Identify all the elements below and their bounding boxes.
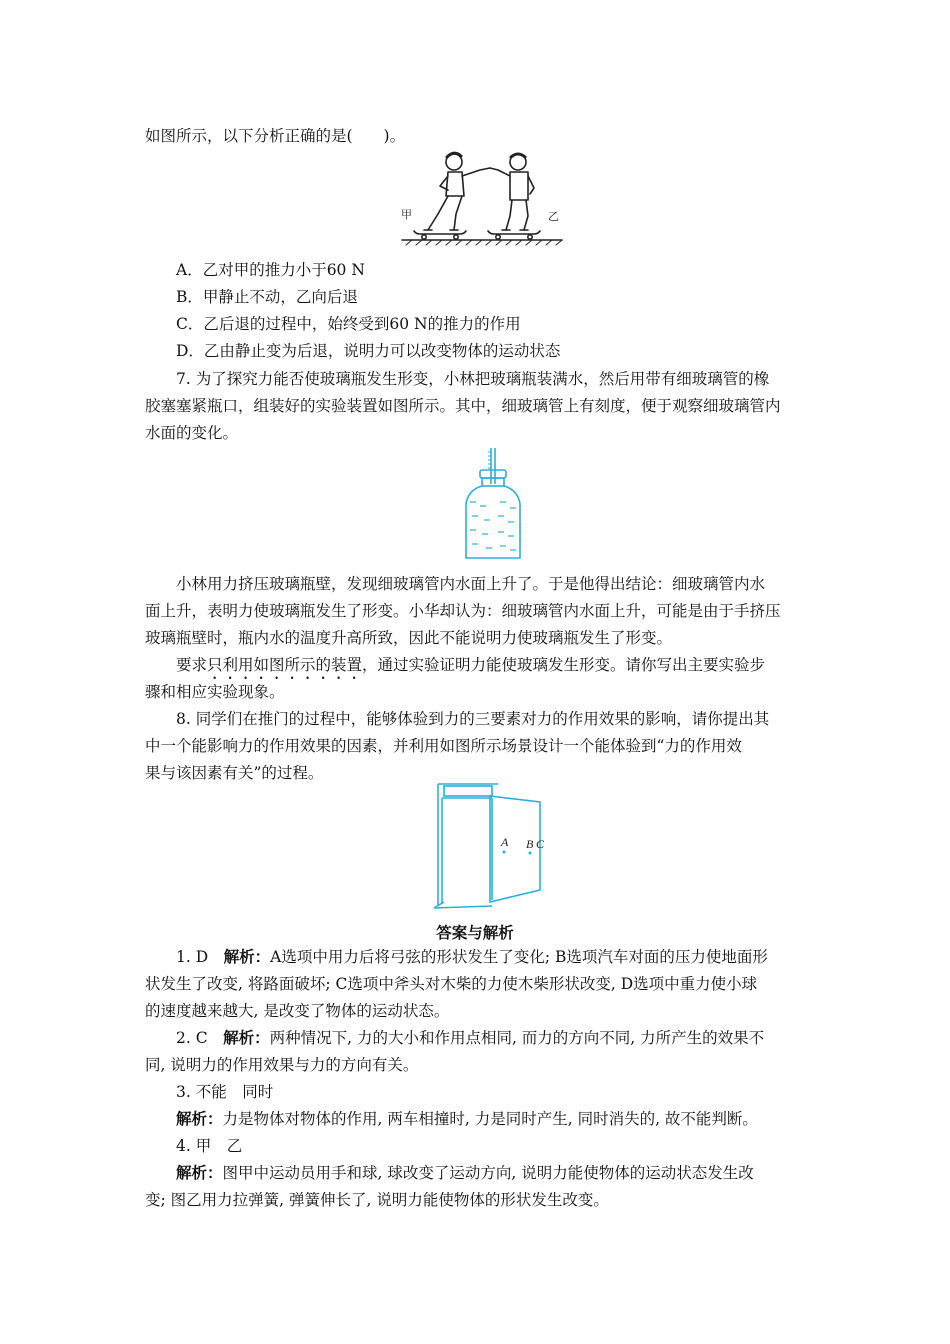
- bottle-figure: [462, 446, 524, 562]
- label-jia: 甲: [401, 209, 412, 221]
- answer-2-line-1: [176, 1027, 764, 1049]
- answer-1-text-1: A选项中用力后将弓弦的形状发生了变化; B选项汽车对面的压力使地面形: [270, 948, 768, 966]
- q6-option-c: C．乙后退的过程中，始终受到60 N的推力的作用: [176, 315, 521, 333]
- q7-para3-pre: 要求: [176, 656, 208, 674]
- answer-1-line-1: [176, 946, 768, 968]
- q7-line-2: 胶塞塞紧瓶口，组装好的实验装置如图所示。其中，细玻璃管上有刻度，便于观察细玻璃管内: [145, 397, 781, 415]
- q7-para2-line-1: 小林用力挤压玻璃瓶壁，发现细玻璃管内水面上升了。于是他得出结论：细玻璃管内水: [176, 575, 766, 593]
- q7-line-1: 7. 为了探究力能否使玻璃瓶发生形变，小林把玻璃瓶装满水，然后用带有细玻璃管的橡: [176, 370, 770, 388]
- answer-3-line: [176, 1108, 758, 1130]
- skateboarders-figure: [398, 148, 566, 246]
- q8-line-2: 中一个能影响力的作用效果的因素，并利用如图所示场景设计一个能体验到“力的作用效: [145, 737, 742, 755]
- answer-1-head: 1. D: [176, 948, 224, 966]
- door-figure: [432, 782, 554, 912]
- answer-3-head: 3. 不能 同时: [176, 1083, 274, 1101]
- q7-para3-line-2: 骤和相应实验现象。: [145, 683, 285, 701]
- answer-3-text: 力是物体对物体的作用, 两车相撞时, 力是同时产生, 同时消失的, 故不能判断。: [222, 1110, 758, 1128]
- door-label-c: C: [536, 837, 545, 851]
- answer-2-label: 解析：: [223, 1028, 270, 1047]
- q6-option-b: B．甲静止不动，乙向后退: [176, 288, 358, 306]
- answer-4-text-1: 图甲中运动员用手和球, 球改变了运动方向, 说明力能使物体的运动状态发生改: [222, 1164, 754, 1182]
- q7-para3-emphasis: 只利用如图所示的装置: [207, 656, 363, 674]
- q7-para3-line-1: [176, 654, 765, 683]
- answer-4-line-1: [176, 1162, 754, 1184]
- answer-2-head: 2. C: [176, 1029, 224, 1047]
- answer-1-line-2: 状发生了改变, 将路面破坏; C选项中斧头对木柴的力使木柴形状改变, D选项中重力使小球: [145, 975, 758, 993]
- answer-4-line-2: 变; 图乙用力拉弹簧, 弹簧伸长了, 说明力能使物体的形状发生改变。: [145, 1191, 609, 1209]
- q7-para2-line-2: 面上升，表明力使玻璃瓶发生了形变。小华却认为：细玻璃管内水面上升，可能是由于手挤压: [145, 602, 781, 620]
- answer-2-line-2: 同, 说明力的作用效果与力的方向有关。: [145, 1056, 419, 1074]
- q7-line-3: 水面的变化。: [145, 424, 239, 442]
- q8-line-3: 果与该因素有关”的过程。: [145, 764, 324, 782]
- q8-line-1: 8. 同学们在推门的过程中，能够体验到力的三要素对力的作用效果的影响，请你提出其: [176, 710, 770, 728]
- q6-stem: 如图所示，以下分析正确的是( )。: [145, 127, 406, 145]
- answer-1-line-3: 的速度越来越大, 是改变了物体的运动状态。: [145, 1002, 450, 1020]
- q6-option-d: D．乙由静止变为后退，说明力可以改变物体的运动状态: [176, 342, 561, 360]
- answers-title: 答案与解析: [436, 923, 514, 942]
- answer-2-text-1: 两种情况下, 力的大小和作用点相同, 而力的方向不同, 力所产生的效果不: [269, 1029, 765, 1047]
- answer-4-label: 解析：: [176, 1163, 223, 1182]
- door-label-b: B: [526, 837, 534, 851]
- answer-1-label: 解析：: [223, 947, 271, 966]
- answer-4-head: 4. 甲 乙: [176, 1137, 243, 1155]
- q7-para3-post: ，通过实验证明力能使玻璃发生形变。请你写出主要实验步: [362, 656, 766, 674]
- label-yi: 乙: [548, 211, 559, 223]
- q7-para2-line-3: 玻璃瓶壁时，瓶内水的温度升高所致，因此不能说明力使玻璃瓶发生了形变。: [145, 629, 673, 647]
- answer-3-label: 解析：: [176, 1109, 223, 1128]
- q6-option-a: A．乙对甲的推力小于60 N: [176, 261, 365, 279]
- door-label-a: A: [501, 835, 509, 849]
